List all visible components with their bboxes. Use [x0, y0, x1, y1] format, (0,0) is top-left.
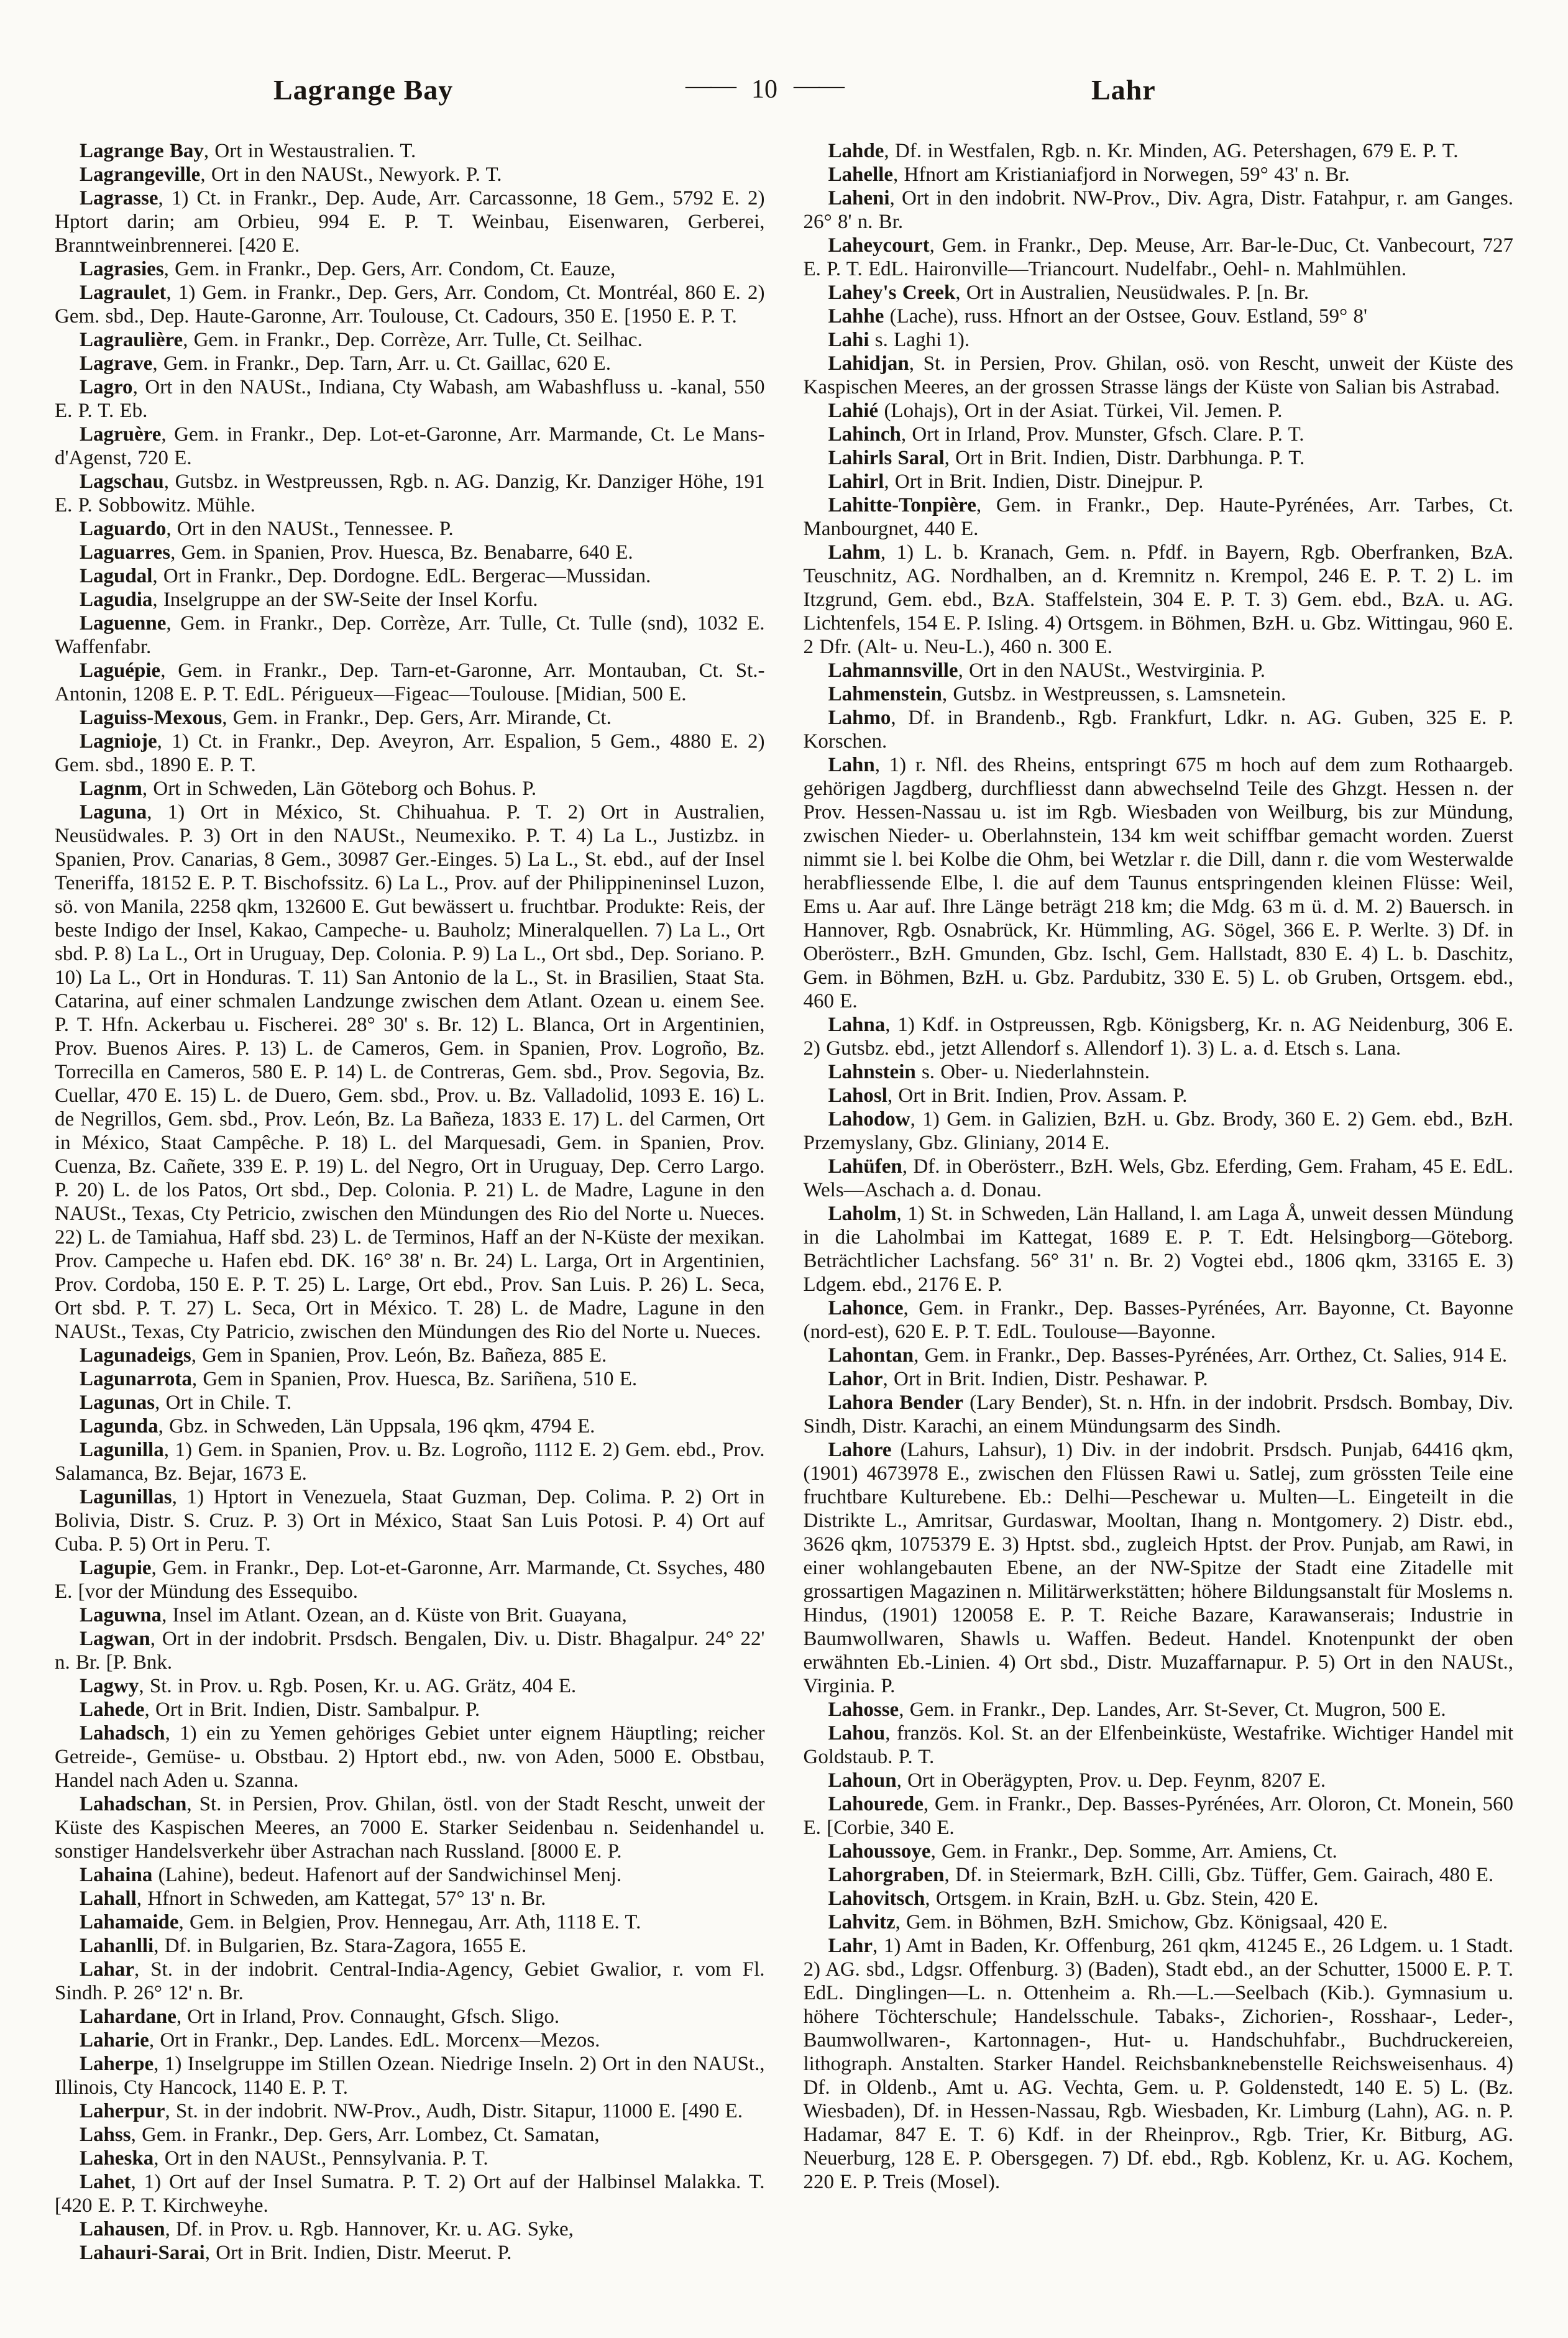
gazetteer-entry [804, 1934, 1514, 2194]
gazetteer-entry [804, 706, 1514, 753]
entry-text: , Ort in Schweden, Län Göteborg och Bohus. P. [142, 777, 537, 800]
entry-headword: Lahmannsville [828, 659, 958, 682]
entry-headword: Laguarres [80, 541, 171, 564]
entry-headword: Lahüfen [828, 1155, 902, 1178]
entry-text: , Df. in Bulgarien, Bz. Stara-Zagora, 1655 E. [154, 1935, 527, 1957]
entry-headword: Lahey's Creek [828, 282, 956, 304]
gazetteer-entry [55, 139, 765, 163]
entry-text: , 1) Ct. in Frankr., Dep. Aveyron, Arr. Espalion, 5 Gem., 4880 E. 2) Gem. sbd., 1890 E. P. T. [55, 730, 765, 776]
entry-text: (Lahurs, Lahsur), 1) Div. in der indobrit. Prsdsch. Punjab, 64416 qkm, (1901) 4673978 E., zwischen den Flüssen Rawi u. Satlej, zum grössten Teile eine fruchtbare Kulturebene. Eb.: Delhi—Peschewar u. Multen—L. Eingeteilt in die Distrikte L., Amritsar, Gurdaswar, Mooltan, Ihang n. Montgomery. 2) Distr. ebd., 3626 qkm, 1075379 E. 3) Hptst. sbd., zugleich Hptst. der Prov. Punjab, am Rawi, in einer wohlangebauten Ebene, an der NW-Spitze der Stadt eine Zitadelle mit grossartigen Magazinen n. Militärwerkstätten; höhere Bildungsanstalt für Moslems n. Hindus, (1901) 120058 E. P. T. Reiche Bazare, Karawanserais; Industrie in Baumwollwaren, Shawls u. Waffen. Bedeut. Handel. Knotenpunkt der oben erwähnten Eb.-Linien. 4) Ort sbd., Distr. Muzaffarnapur. P. 5) Ort in den NAUSt., Virginia. P. [803, 1439, 1513, 1697]
gazetteer-entry [804, 163, 1514, 186]
entry-headword: Laharie [80, 2029, 149, 2051]
entry-text: , Gem in Spanien, Prov. Huesca, Bz. Sariñena, 510 E. [191, 1368, 638, 1390]
entry-text: , Gem. in Frankr., Dep. Corrèze, Arr. Tulle, Ct. Seilhac. [183, 329, 643, 351]
gazetteer-entry [55, 1792, 765, 1863]
page-number: 10 [751, 75, 777, 104]
gazetteer-entry [55, 2170, 765, 2217]
entry-headword: Lahall [80, 1887, 137, 1910]
right-column [804, 139, 1514, 2319]
entry-text: , Ortsgem. in Krain, BzH. u. Gbz. Stein, 420 E. [925, 1887, 1319, 1910]
entry-headword: Lahorgraben [828, 1864, 945, 1886]
entry-text: , Ort in Brit. Indien, Distr. Sambalpur. P. [144, 1698, 480, 1721]
gazetteer-entry [804, 753, 1514, 1013]
gazetteer-entry [55, 1391, 765, 1414]
entry-headword: Lagunilla [80, 1439, 164, 1461]
entry-text: , Gem. in Frankr., Dep. Tarn-et-Garonne, Arr. Montauban, Ct. St.-Antonin, 1208 E. P. T. EdL. Périgueux—Figeac—Toulouse. [Midian, 500 E. [55, 659, 765, 705]
entry-text: , Gem. in Frankr., Dep. Basses-Pyrénées, Arr. Bayonne, Ct. Bayonne (nord-est), 620 E. P. T. EdL. Toulouse—Bayonne. [803, 1297, 1513, 1343]
entry-text: , 1) Gem. in Frankr., Dep. Gers, Arr. Condom, Ct. Montréal, 860 E. 2) Gem. sbd., Dep. Haute-Garonne, Arr. Toulouse, Ct. Cadours, 350 E. [1950 E. P. T. [55, 282, 765, 328]
entry-headword: Lagrave [80, 352, 153, 375]
entry-text: , Ort in Chile. T. [155, 1391, 292, 1414]
gazetteer-entry [804, 281, 1514, 305]
gazetteer-entry [55, 2123, 765, 2147]
entry-headword: Lahidjan [828, 352, 909, 375]
gazetteer-entry [804, 1107, 1514, 1155]
text-columns [55, 139, 1513, 2319]
entry-text: , Gem. in Böhmen, BzH. Smichow, Gbz. Königsaal, 420 E. [895, 1911, 1388, 1933]
left-column [55, 139, 765, 2319]
entry-headword: Lahnstein [828, 1061, 916, 1083]
entry-headword: Lahede [80, 1698, 145, 1721]
entry-headword: Lagunadeigs [80, 1344, 191, 1367]
entry-headword: Lagrasies [80, 258, 164, 280]
entry-headword: Laguiss-Mexous [80, 707, 222, 729]
gazetteer-entry [55, 659, 765, 706]
gazetteer-entry [55, 612, 765, 659]
gazetteer-entry [55, 281, 765, 328]
entry-text: , Gem. in Frankr., Dep. Basses-Pyrénées, Arr. Orthez, Ct. Salies, 914 E. [914, 1344, 1508, 1367]
entry-text: , Gem. in Frankr., Dep. Lot-et-Garonne, Arr. Marmande, Ct. Ssyches, 480 E. [vor der Mündung des Essequibo. [55, 1557, 765, 1603]
entry-headword: Laguardo [80, 518, 167, 540]
gazetteer-entry [804, 139, 1514, 163]
gazetteer-entry [55, 1863, 765, 1887]
entry-text: , Df. in Brandenb., Rgb. Frankfurt, Ldkr. n. AG. Guben, 325 E. P. Korschen. [803, 707, 1513, 753]
gazetteer-entry [804, 1863, 1514, 1887]
gazetteer-entry [55, 2099, 765, 2123]
entry-headword: Laherpe [80, 2053, 154, 2075]
entry-headword: Lahna [828, 1014, 886, 1036]
gazetteer-entry [804, 1698, 1514, 1721]
entry-headword: Lahauri-Sarai [80, 2242, 205, 2264]
entry-text: , St. in der indobrit. NW-Prov., Audh, Distr. Sitapur, 11000 E. [490 E. [165, 2100, 743, 2122]
entry-headword: Lahamaide [80, 1911, 179, 1933]
gazetteer-entry [55, 541, 765, 564]
gazetteer-entry [55, 1934, 765, 1958]
entry-text: , Gem. in Frankr., Dep. Haute-Pyrénées, Arr. Tarbes, Ct. Manbourgnet, 440 E. [803, 494, 1513, 540]
entry-text: , Gbz. in Schweden, Län Uppsala, 196 qkm, 4794 E. [158, 1415, 595, 1437]
gazetteer-entry [804, 1391, 1514, 1438]
gazetteer-entry [804, 234, 1514, 281]
entry-headword: Lagschau [80, 470, 164, 493]
entry-headword: Lagrangeville [80, 163, 201, 186]
gazetteer-entry [804, 186, 1514, 234]
gazetteer-entry [55, 375, 765, 423]
header-catchword-left: Lagrange Bay [273, 74, 454, 106]
entry-headword: Lahm [828, 541, 881, 564]
gazetteer-entry [804, 328, 1514, 352]
entry-text: , Ort in Australien, Neusüdwales. P. [n. Br. [955, 282, 1309, 304]
entry-headword: Lahovitsch [828, 1887, 925, 1910]
entry-headword: Lahoussoye [828, 1840, 931, 1863]
entry-text: , Gutsbz. in Westpreussen, Rgb. n. AG. Danzig, Kr. Danziger Höhe, 191 E. P. Sobbowitz. Mühle. [55, 470, 765, 516]
entry-headword: Lahitte-Tonpière [828, 494, 976, 516]
gazetteer-entry [55, 588, 765, 612]
gazetteer-entry [804, 1202, 1514, 1296]
entry-text: , Gem in Spanien, Prov. León, Bz. Bañeza, 885 E. [191, 1344, 607, 1367]
entry-text: , Ort in Brit. Indien, Distr. Darbhunga. P. T. [944, 447, 1305, 469]
entry-text: s. Ober- u. Niederlahnstein. [915, 1061, 1150, 1083]
entry-text: (Lache), russ. Hfnort an der Ostsee, Gouv. Estland, 59° 8' [884, 305, 1367, 328]
gazetteer-entry [804, 682, 1514, 706]
entry-headword: Lahore [828, 1439, 892, 1461]
gazetteer-entry [55, 730, 765, 777]
entry-text: (Lahine), bedeut. Hafenort auf der Sandwichinsel Menj. [152, 1864, 622, 1886]
gazetteer-entry [804, 1084, 1514, 1107]
gazetteer-entry [804, 1887, 1514, 1910]
entry-text: , Gem. in Frankr., Dep. Landes, Arr. St-Sever, Ct. Mugron, 500 E. [899, 1698, 1446, 1721]
entry-headword: Lahvitz [828, 1911, 896, 1933]
entry-headword: Laguwna [80, 1604, 162, 1626]
entry-text: , Ort in Brit. Indien, Prov. Assam. P. [887, 1084, 1188, 1107]
entry-headword: Laheni [828, 187, 890, 209]
gazetteer-entry [55, 1485, 765, 1556]
gazetteer-entry [804, 1792, 1514, 1840]
entry-text: , Gem. in Frankr., Dep. Tarn, Arr. u. Ct. Gaillac, 620 E. [152, 352, 611, 375]
entry-text: , 1) St. in Schweden, Län Halland, l. am Laga Å, unweit dessen Mündung in die Laholmbai im Kattegat, 1689 E. P. T. Edt. Helsingborg—Göteborg. Beträchtlicher Lachsfang. 56° 31' n. Br. 2) Vogtei ebd., 1806 qkm, 33165 E. 3) Ldgem. ebd., 2176 E. P. [803, 1203, 1513, 1296]
gazetteer-entry [804, 1910, 1514, 1934]
gazetteer-entry [804, 1155, 1514, 1202]
entry-text: , Ort in Frankr., Dep. Dordogne. EdL. Bergerac—Mussidan. [152, 565, 651, 587]
entry-headword: Lagudia [80, 589, 153, 611]
gazetteer-entry [55, 564, 765, 588]
gazetteer-entry [55, 328, 765, 352]
entry-headword: Lahardane [80, 2006, 177, 2028]
gazetteer-entry [55, 1438, 765, 1485]
gazetteer-entry [804, 399, 1514, 423]
entry-text: , Gem. in Frankr., Dep. Gers, Arr. Lombez, Ct. Samatan, [131, 2124, 600, 2146]
entry-text: , Ort in Irland, Prov. Connaught, Gfsch. Sligo. [176, 2006, 560, 2028]
entry-headword: Lagro [80, 376, 133, 398]
entry-headword: Lagunarrota [80, 1368, 192, 1390]
entry-text: , Ort in den NAUSt., Indiana, Cty Wabash, am Wabashfluss u. -kanal, 550 E. P. T. Eb. [55, 376, 765, 422]
entry-headword: Lahirl [828, 470, 884, 493]
page-number-block [621, 71, 907, 104]
entry-text: , Ort in den NAUSt., Pennsylvania. P. T. [154, 2147, 488, 2170]
entry-headword: Lahoun [828, 1769, 897, 1792]
entry-text: , Hfnort am Kristianiafjord in Norwegen, 59° 43' n. Br. [893, 163, 1350, 186]
gazetteer-entry [55, 1414, 765, 1438]
entry-headword: Lahn [828, 754, 875, 776]
gazetteer-entry [804, 470, 1514, 493]
entry-headword: Lahadsch [80, 1722, 165, 1744]
gazetteer-entry [55, 2217, 765, 2241]
entry-headword: Laguna [80, 801, 147, 823]
gazetteer-entry [804, 1438, 1514, 1698]
entry-text: , St. in Persien, Prov. Ghilan, östl. von der Stadt Rescht, unweit der Küste des Kaspischen Meeres, an 7000 E. Starker Seidenbau n. Seidenhandel u. sonstiger Handelsverkehr über Astrachan nach Russland. [8000 E. P. [55, 1793, 765, 1863]
entry-headword: Lahhe [828, 305, 884, 328]
entry-headword: Lahonce [828, 1297, 904, 1319]
gazetteer-entry [55, 1910, 765, 1934]
gazetteer-entry [55, 423, 765, 470]
entry-text: , 1) Hptort in Venezuela, Staat Guzman, Dep. Colima. P. 2) Ort in Bolivia, Distr. S. Cruz. P. 3) Ort in México, Staat San Luis Potosi. P. 4) Ort auf Cuba. P. 5) Ort in Peru. T. [55, 1486, 765, 1556]
entry-headword: Lahi [828, 329, 869, 351]
entry-headword: Lagrange Bay [80, 140, 204, 162]
entry-text: , St. in der indobrit. Central-India-Agency, Gebiet Gwalior, r. vom Fl. Sindh. P. 26° 12' n. Br. [55, 1958, 765, 2004]
entry-text: , Hfnort in Schweden, am Kattegat, 57° 13' n. Br. [136, 1887, 546, 1910]
gazetteer-entry [804, 423, 1514, 446]
entry-headword: Lahosl [828, 1084, 887, 1107]
entry-text: (Lohajs), Ort in der Asiat. Türkei, Vil. Jemen. P. [878, 400, 1283, 422]
entry-text: , Ort in der indobrit. Prsdsch. Bengalen, Div. u. Distr. Bhagalpur. 24° 22' n. Br. [P. Bnk. [55, 1628, 765, 1674]
gazetteer-entry [55, 163, 765, 186]
entry-text: , Df. in Steiermark, BzH. Cilli, Gbz. Tüffer, Gem. Gairach, 480 E. [944, 1864, 1494, 1886]
gazetteer-entry [55, 1627, 765, 1674]
gazetteer-entry [55, 352, 765, 375]
header-rule-right: —— [794, 71, 843, 100]
header-catchword-right: Lahr [1091, 74, 1156, 106]
entry-headword: Lagnm [80, 777, 142, 800]
gazetteer-entry [55, 2147, 765, 2170]
entry-text: , Insel im Atlant. Ozean, an d. Küste von Brit. Guayana, [162, 1604, 627, 1626]
gazetteer-entry [55, 1887, 765, 1910]
entry-text: , Gem. in Frankr., Dep. Meuse, Arr. Bar-le-Duc, Ct. Vanbecourt, 727 E. P. T. EdL. Haironville—Triancourt. Nudelfabr., Oehl- n. Mahlmühlen. [803, 234, 1513, 280]
gazetteer-entry [804, 493, 1514, 541]
entry-text: , 1) Kdf. in Ostpreussen, Rgb. Königsberg, Kr. n. AG Neidenburg, 306 E. 2) Gutsbz. ebd., jetzt Allendorf s. Allendorf 1). 3) L. a. d. Etsch s. Lana. [803, 1014, 1513, 1060]
entry-text: , Df. in Oberösterr., BzH. Wels, Gbz. Eferding, Gem. Fraham, 45 E. EdL. Wels—Aschach a. d. Donau. [803, 1155, 1513, 1201]
entry-text: , Gem. in Frankr., Dep. Somme, Arr. Amiens, Ct. [930, 1840, 1337, 1863]
entry-headword: Lagunda [80, 1415, 158, 1437]
gazetteer-entry [55, 1603, 765, 1627]
page-header [0, 73, 1568, 117]
entry-headword: Lagrasse [80, 187, 158, 209]
entry-text: , Ort in Frankr., Dep. Landes. EdL. Morcenx—Mezos. [149, 2029, 600, 2051]
entry-text: , Gem. in Frankr., Dep. Lot-et-Garonne, Arr. Marmande, Ct. Le Mans-d'Agenst, 720 E. [55, 423, 765, 469]
entry-text: , 1) Inselgruppe im Stillen Ozean. Niedrige Inseln. 2) Ort in den NAUSt., Illinois, Cty Hancock, 1140 E. P. T. [55, 2053, 765, 2099]
entry-headword: Lagnioje [80, 730, 157, 753]
gazetteer-entry [804, 1013, 1514, 1060]
entry-headword: Lahde [828, 140, 884, 162]
entry-headword: Lahodow [828, 1108, 910, 1130]
gazetteer-entry [55, 517, 765, 541]
entry-headword: Lahelle [828, 163, 893, 186]
entry-text: , Gem. in Frankr., Dep. Gers, Arr. Condom, Ct. Eauze, [163, 258, 616, 280]
entry-headword: Lahadschan [80, 1793, 187, 1815]
gazetteer-entry [55, 1367, 765, 1391]
entry-headword: Lahontan [828, 1344, 914, 1367]
entry-headword: Lahora Bender [828, 1391, 963, 1414]
entry-headword: Laheycourt [828, 234, 930, 257]
gazetteer-entry [55, 1674, 765, 1698]
header-rule-left: —— [685, 71, 735, 100]
entry-headword: Lagunillas [80, 1486, 172, 1508]
entry-text: (Lary Bender), St. n. Hfn. in der indobrit. Prsdsch. Bombay, Div. Sindh, Distr. Karachi, an einem Mündungsarm des Sindh. [803, 1391, 1514, 1437]
gazetteer-entry [804, 1367, 1514, 1391]
gazetteer-entry [804, 446, 1514, 470]
entry-headword: Lagwan [80, 1628, 150, 1650]
entry-text: , Ort in den NAUSt., Newyork. P. T. [200, 163, 502, 186]
entry-text: , 1) Ort in México, St. Chihuahua. P. T. 2) Ort in Australien, Neusüdwales. P. 3) Ort in den NAUSt., Neumexiko. P. T. 4) La L., Justizbz. in Spanien, Prov. Canarias, 8 Gem., 30987 Ger.-Einges. 5) La L., St. ebd., auf der Insel Teneriffa, 18152 E. P. T. Bischofssitz. 6) La L., Prov. auf der Philippineninsel Luzon, sö. von Manila, 2258 qkm, 132600 E. Gut bewässert u. fruchtbar. Produkte: Reis, der beste Indigo der Insel, Kakao, Campeche- u. Bauholz; Mineralquellen. 7) La L., Ort sbd. P. 8) La L., Ort in Uruguay, Dep. Colonia. P. 9) La L., Ort sbd., Dep. Soriano. P. 10) La L., Ort in Honduras. T. 11) San Antonio de la L., St. in Brasilien, Staat Sta. Catarina, auf einer schmalen Landzunge zwischen dem Atlant. Ozean u. einem See. P. T. Hfn. Ackerbau u. Fischerei. 28° 30' s. Br. 12) L. Blanca, Ort in Argentinien, Prov. Buenos Aires. P. 13) L. de Cameros, Gem. in Spanien, Prov. Logroño, Bz. Torrecilla en Cameros, 580 E. P. 14) L. de Contreras, Gem. sbd., Prov. Segovia, Bz. Cuellar, 470 E. 15) L. de Duero, Gem. sbd., Prov. u. Bz. Valladolid, 1093 E. 16) L. de Negrillos, Gem. sbd., Prov. León, Bz. La Bañeza, 1833 E. 17) L. del Carmen, Ort in México, Staat Campêche. P. 18) L. del Marquesadi, Gem. in Spanien, Prov. Cuenza, Bz. Cañete, 339 E. P. 19) L. del Negro, Ort in Uruguay, Dep. Cerro Largo. P. 20) L. de los Patos, Ort sbd., Dep. Colonia. P. 21) L. de Madre, Lagune in den NAUSt., Texas, Cty Petricio, zwischen den Mündungen des Rio del Norte u. Nueces. 22) L. de Tamiahua, Haff sbd. 23) L. de Terminos, Haff an der N-Küste der mexikan. Prov. Campeche u. Hafen ebd. DK. 16° 38' n. Br. 24) L. Larga, Ort in Argentinien, Prov. Cordoba, 150 E. P. T. 25) L. Large, Ort ebd., Prov. San Luis. P. 26) L. Seca, Ort sbd. P. T. 27) L. Seca, Ort in México. T. 28) L. de Madre, Lagune in den NAUSt., Texas, Cty Patricio, zwischen den Mündungen des Rio del Norte u. Nueces. [55, 801, 765, 1343]
entry-headword: Lahosse [828, 1698, 899, 1721]
entry-headword: Laguépie [80, 659, 161, 682]
entry-text: , 1) L. b. Kranach, Gem. n. Pfdf. in Bayern, Rgb. Oberfranken, BzA. Teuschnitz, AG. Nordhalben, an d. Kremnitz n. Krempol, 246 E. P. T. 2) L. im Itzgrund, Gem. ebd., BzA. Staffelstein, 304 E. P. T. 3) Gem. ebd., BzA. u. AG. Lichtenfels, 154 E. P. Isling. 4) Ortsgem. in Böhmen, BzH. u. Gbz. Wittingau, 960 E. 2 Dfr. (Alt- u. Neu-L.), 460 n. 300 E. [803, 541, 1513, 658]
entry-headword: Lagwy [80, 1675, 139, 1697]
gazetteer-entry [55, 2052, 765, 2099]
entry-text: , 1) Ort auf der Insel Sumatra. P. T. 2) Ort auf der Halbinsel Malakka. T. [420 E. P. T. Kirchweyhe. [55, 2171, 765, 2217]
entry-headword: Lagupie [80, 1557, 152, 1579]
entry-text: , 1) Ct. in Frankr., Dep. Aude, Arr. Carcassonne, 18 Gem., 5792 E. 2) Hptort darin; am Orbieu, 994 E. P. T. Weinbau, Eisenwaren, Gerberei, Branntweinbrennerei. [420 E. [55, 187, 765, 257]
entry-headword: Laherpur [80, 2100, 165, 2122]
entry-text: , 1) ein zu Yemen gehöriges Gebiet unter eignem Häuptling; reicher Getreide-, Gemüse- u. Obstbau. 2) Hptort ebd., nw. von Aden, 5000 E. Obstbau, Handel nach Aden u. Szanna. [55, 1722, 765, 1792]
entry-text: , St. in Persien, Prov. Ghilan, osö. von Rescht, unweit der Küste des Kaspischen Meeres, an der grossen Strasse längs der Küste von Salian bis Astrabad. [803, 352, 1513, 398]
entry-headword: Laguenne [80, 612, 167, 635]
entry-text: , französ. Kol. St. an der Elfenbeinküste, Westafrike. Wichtiger Handel mit Goldstaub. P. T. [803, 1722, 1513, 1768]
entry-text: , Ort in Brit. Indien, Distr. Meerut. P. [204, 2242, 512, 2264]
entry-headword: Laheska [80, 2147, 154, 2170]
entry-headword: Lahanlli [80, 1935, 154, 1957]
gazetteer-entry [55, 800, 765, 1344]
entry-text: , Df. in Prov. u. Rgb. Hannover, Kr. u. AG. Syke, [165, 2218, 574, 2240]
entry-text: , Ort in Westaustralien. T. [203, 140, 416, 162]
entry-text: , Inselgruppe an der SW-Seite der Insel Korfu. [152, 589, 538, 611]
gazetteer-entry [804, 1840, 1514, 1863]
entry-text: , Gutsbz. in Westpreussen, s. Lamsnetein. [942, 683, 1286, 705]
gazetteer-entry [55, 1344, 765, 1367]
entry-headword: Lagraulet [80, 282, 167, 304]
gazetteer-entry [55, 470, 765, 517]
gazetteer-entry [55, 2241, 765, 2265]
entry-headword: Lahausen [80, 2218, 165, 2240]
entry-text: , Gem. in Spanien, Prov. Huesca, Bz. Benabarre, 640 E. [170, 541, 633, 564]
entry-headword: Lahor [828, 1368, 883, 1390]
gazetteer-entry [55, 257, 765, 281]
gazetteer-entry [804, 1721, 1514, 1769]
gazetteer-entry [804, 1296, 1514, 1344]
entry-headword: Laholm [828, 1203, 897, 1225]
entry-text: , Ort in Brit. Indien, Distr. Peshawar. P. [883, 1368, 1208, 1390]
entry-text: , Ort in Brit. Indien, Distr. Dinejpur. P. [884, 470, 1204, 493]
gazetteer-entry [55, 1698, 765, 1721]
entry-text: , Ort in den indobrit. NW-Prov., Div. Agra, Distr. Fatahpur, r. am Ganges. 26° 8' n. Br. [803, 187, 1513, 233]
entry-text: , Gem. in Frankr., Dep. Gers, Arr. Mirande, Ct. [222, 707, 612, 729]
entry-headword: Lahss [80, 2124, 131, 2146]
entry-headword: Lagruère [80, 423, 162, 446]
gazetteer-entry [804, 1060, 1514, 1084]
entry-text: , Ort in Irland, Prov. Munster, Gfsch. Clare. P. T. [901, 423, 1304, 446]
gazetteer-entry [55, 777, 765, 800]
gazetteer-entry [55, 1958, 765, 2005]
entry-headword: Lahar [80, 1958, 135, 1981]
entry-text: , Ort in den NAUSt., Westvirginia. P. [958, 659, 1265, 682]
entry-text: , Df. in Westfalen, Rgb. n. Kr. Minden, AG. Petershagen, 679 E. P. T. [884, 140, 1459, 162]
entry-headword: Lahirls Saral [828, 447, 945, 469]
entry-headword: Lahr [828, 1935, 873, 1957]
gazetteer-entry [804, 1344, 1514, 1367]
entry-text: , Gem. in Frankr., Dep. Corrèze, Arr. Tulle, Ct. Tulle (snd), 1032 E. Waffenfabr. [55, 612, 765, 658]
entry-text: , Gem. in Belgien, Prov. Hennegau, Arr. Ath, 1118 E. T. [178, 1911, 641, 1933]
entry-headword: Lahié [828, 400, 879, 422]
entry-text: , St. in Prov. u. Rgb. Posen, Kr. u. AG. Grätz, 404 E. [139, 1675, 577, 1697]
entry-headword: Lahinch [828, 423, 901, 446]
entry-text: , 1) Gem. in Spanien, Prov. u. Bz. Logroño, 1112 E. 2) Gem. ebd., Prov. Salamanca, Bz. Bejar, 1673 E. [55, 1439, 765, 1485]
gazetteer-entry [804, 305, 1514, 328]
entry-headword: Lagudal [80, 565, 153, 587]
entry-headword: Lahourede [828, 1793, 924, 1815]
entry-headword: Lagunas [80, 1391, 155, 1414]
entry-text: , 1) r. Nfl. des Rheins, entspringt 675 m hoch auf dem zum Rothaargeb. gehörigen Jagdberg, durchfliesst dann abwechselnd Teile des Ghzgt. Hessen n. der Prov. Hessen-Nassau u. ist im Rgb. Wiesbaden von Weilburg, bis zur Mündung, zwischen Nieder- u. Oberlahnstein, 134 km weit schiffbar gemacht worden. Zuerst nimmt sie l. bei Kolbe die Ohm, bei Wetzlar r. die Dill, dann r. die vom Westerwalde herabfliessende Elbe, l. die auf dem Taunus entspringenden kleinen Flüsse: Weil, Ems u. Aar auf. Ihre Länge beträgt 218 km; die Mdg. 63 m ü. d. M. 2) Bauersch. in Hannover, Rgb. Osnabrück, Kr. Hümmling, AG. Sögel, 366 E. P. Werlte. 3) Df. in Oberösterr., BzH. Gmunden, Gbz. Ischl, Gem. Hallstadt, 830 E. 4) L. b. Daschitz, Gem. in Böhmen, BzH. u. Gbz. Pardubitz, 330 E. 5) L. ob Gruben, Ortsgem. ebd., 460 E. [803, 754, 1513, 1012]
entry-headword: Lahaina [80, 1864, 153, 1886]
entry-headword: Lahmenstein [828, 683, 942, 705]
entry-text: s. Laghi 1). [869, 329, 970, 351]
gazetteer-entry [804, 659, 1514, 682]
entry-text: , Gem. in Frankr., Dep. Basses-Pyrénées, Arr. Oloron, Ct. Monein, 560 E. [Corbie, 340 E. [803, 1793, 1513, 1839]
gazetteer-entry [55, 2005, 765, 2029]
gazetteer-entry [55, 1556, 765, 1603]
entry-text: , 1) Amt in Baden, Kr. Offenburg, 261 qkm, 41245 E., 26 Ldgem. u. 1 Stadt. 2) AG. sbd., Ldgsr. Offenburg. 3) (Baden), Stadt ebd., an der Schutter, 15000 E. P. T. EdL. Dinglingen—L. n. Ottenheim a. Rh.—L.—Seelbach (Kib.). Gymnasium u. höhere Töchterschule; Handelsschule. Tabaks-, Zichorien-, Rosshaar-, Leder-, Baumwollwaren-, Kartonnagen-, Hut- u. Handschuhfabr., Buchdruckereien, lithograph. Anstalten. Starker Handel. Reichsbanknebenstelle Reichsweisenhaus. 4) Df. in Oldenb., Amt u. AG. Vechta, Gem. u. P. Goldenstedt, 140 E. 5) L. (Bz. Wiesbaden), Df. in Hessen-Nassau, Rgb. Wiesbaden, Kr. Limburg (Lahn), AG. n. P. Hadamar, 847 E. T. 6) Kdf. in der Rheinprov., Rgb. Trier, Kr. Bitburg, AG. Neuerburg, 128 E. P. Obersgegen. 7) Df. ebd., Rgb. Koblenz, Kr. u. AG. Kochem, 220 E. P. Treis (Mosel). [803, 1935, 1513, 2193]
gazetteer-entry [55, 186, 765, 257]
gazetteer-entry [55, 2029, 765, 2052]
gazetteer-entry [804, 541, 1514, 659]
entry-headword: Lagraulière [80, 329, 183, 351]
gazetteer-entry [804, 1769, 1514, 1792]
entry-text: , Ort in den NAUSt., Tennessee. P. [166, 518, 454, 540]
entry-text: , 1) Gem. in Galizien, BzH. u. Gbz. Brody, 360 E. 2) Gem. ebd., BzH. Przemyslany, Gbz. Gliniany, 2014 E. [803, 1108, 1513, 1154]
gazetteer-entry [55, 706, 765, 730]
entry-headword: Lahet [80, 2171, 131, 2193]
gazetteer-entry [804, 352, 1514, 399]
gazetteer-entry [55, 1721, 765, 1792]
entry-text: , Ort in Oberägypten, Prov. u. Dep. Feynm, 8207 E. [896, 1769, 1326, 1792]
entry-headword: Lahmo [828, 707, 891, 729]
entry-headword: Lahou [828, 1722, 886, 1744]
